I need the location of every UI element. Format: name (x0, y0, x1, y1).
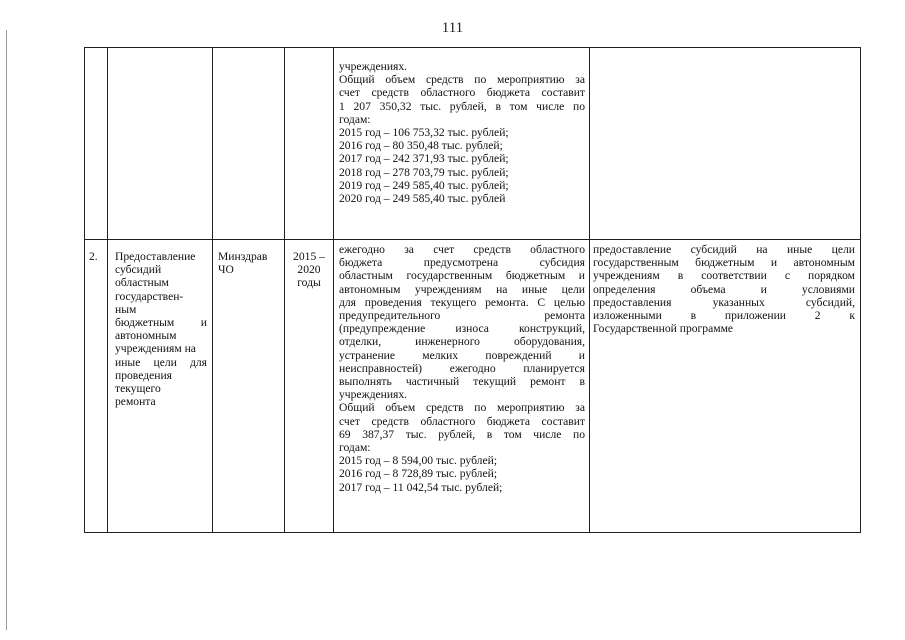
text-line: неисправностей) ежегодно планируется (339, 361, 585, 375)
col-border (212, 47, 213, 533)
row2-mechanism-cell (593, 243, 855, 335)
row-number: 2. (89, 250, 98, 263)
text-line: для проведения текущего ремонта. С целью (339, 295, 585, 309)
col-border (107, 47, 108, 533)
text-line: 2020 (297, 263, 321, 277)
text-line: годам: (339, 112, 371, 126)
text-line: бюджетным и (115, 316, 207, 330)
text-line: предупредительного ремонта (339, 309, 585, 323)
page-number: 111 (441, 20, 464, 36)
text-line: отделки, инженерного оборудования, (339, 335, 585, 349)
text-line: Общий объем средств по мероприятию за (339, 73, 585, 87)
col-border (284, 47, 285, 533)
text-line: учреждениям в соответствии с порядком (593, 269, 855, 283)
text-line: счет средств областного бюджета составит (339, 414, 585, 428)
text-line: областным (115, 276, 169, 290)
text-line: 2018 год – 278 703,79 тыс. рублей; (339, 165, 509, 179)
text-line: годам: (339, 441, 371, 455)
text-line: Государственной программе (593, 322, 734, 336)
text-line: государственным бюджетным и автономным (593, 256, 855, 270)
row1-description-cell (339, 60, 585, 205)
text-line: предоставление субсидий на иные цели (593, 243, 855, 256)
text-line: ремонта (115, 395, 156, 409)
text-line: ежегодно за счет средств областного (339, 243, 585, 256)
row2-description-cell (339, 243, 585, 494)
col-border (84, 47, 85, 533)
row2-name-cell (115, 250, 207, 408)
col-border (333, 47, 334, 533)
text-line: 69 387,37 тыс. рублей, в том числе по (339, 427, 585, 441)
text-line: текущего (115, 382, 161, 396)
text-line: Минздрав (218, 250, 268, 263)
text-line: 2017 год – 242 371,93 тыс. рублей; (339, 152, 509, 166)
scan-margin-line (6, 30, 7, 630)
text-line: выполнять частичный текущий ремонт в (339, 375, 585, 389)
text-line: иные цели для (115, 355, 207, 369)
text-line: 2015 – (293, 250, 325, 263)
text-line: автономным учреждениям на иные цели (339, 282, 585, 296)
table-bottom-border (84, 532, 861, 533)
text-line: 2017 год – 11 042,54 тыс. рублей; (339, 480, 503, 494)
text-line: учреждениям на (115, 342, 196, 356)
text-line: 1 207 350,32 тыс. рублей, в том числе по (339, 99, 585, 113)
text-line: 2019 год – 249 585,40 тыс. рублей; (339, 178, 509, 192)
row2-period-cell (286, 250, 332, 290)
text-line: государствен- (115, 289, 184, 303)
text-line: предоставления указанных субсидий, (593, 295, 855, 309)
text-line: проведения (115, 368, 172, 382)
row2-executor-cell (218, 250, 282, 276)
text-line: определения объема и условиями (593, 282, 855, 296)
text-line: учреждениях. (339, 60, 408, 73)
row2-number-cell (89, 250, 105, 263)
text-line: счет средств областного бюджета составит (339, 86, 585, 100)
text-line: бюджета предусмотрена субсидия (339, 256, 585, 270)
text-line: 2016 год – 8 728,89 тыс. рублей; (339, 467, 498, 481)
text-line: устранение мелких повреждений и (339, 348, 585, 362)
text-line: субсидий (115, 263, 162, 277)
table-top-border (84, 47, 861, 48)
text-line: областным государственным бюджетным и (339, 269, 585, 283)
text-line: ным (115, 302, 137, 316)
text-line: годы (297, 276, 321, 290)
text-line: 2015 год – 8 594,00 тыс. рублей; (339, 454, 498, 468)
text-line: Предоставление (115, 250, 196, 263)
text-line: 2016 год – 80 350,48 тыс. рублей; (339, 139, 503, 153)
row-divider (84, 239, 861, 240)
col-border (860, 47, 861, 533)
col-border (589, 47, 590, 533)
text-line: (предупреждение износа конструкций, (339, 322, 585, 336)
text-line: 2015 год – 106 753,32 тыс. рублей; (339, 126, 509, 140)
text-line: ЧО (218, 263, 234, 277)
text-line: учреждениях. (339, 388, 408, 402)
text-line: автономным (115, 329, 177, 343)
text-line: Общий объем средств по мероприятию за (339, 401, 585, 415)
text-line: изложенными в приложении 2 к (593, 309, 855, 323)
text-line: 2020 год – 249 585,40 тыс. рублей (339, 192, 506, 206)
